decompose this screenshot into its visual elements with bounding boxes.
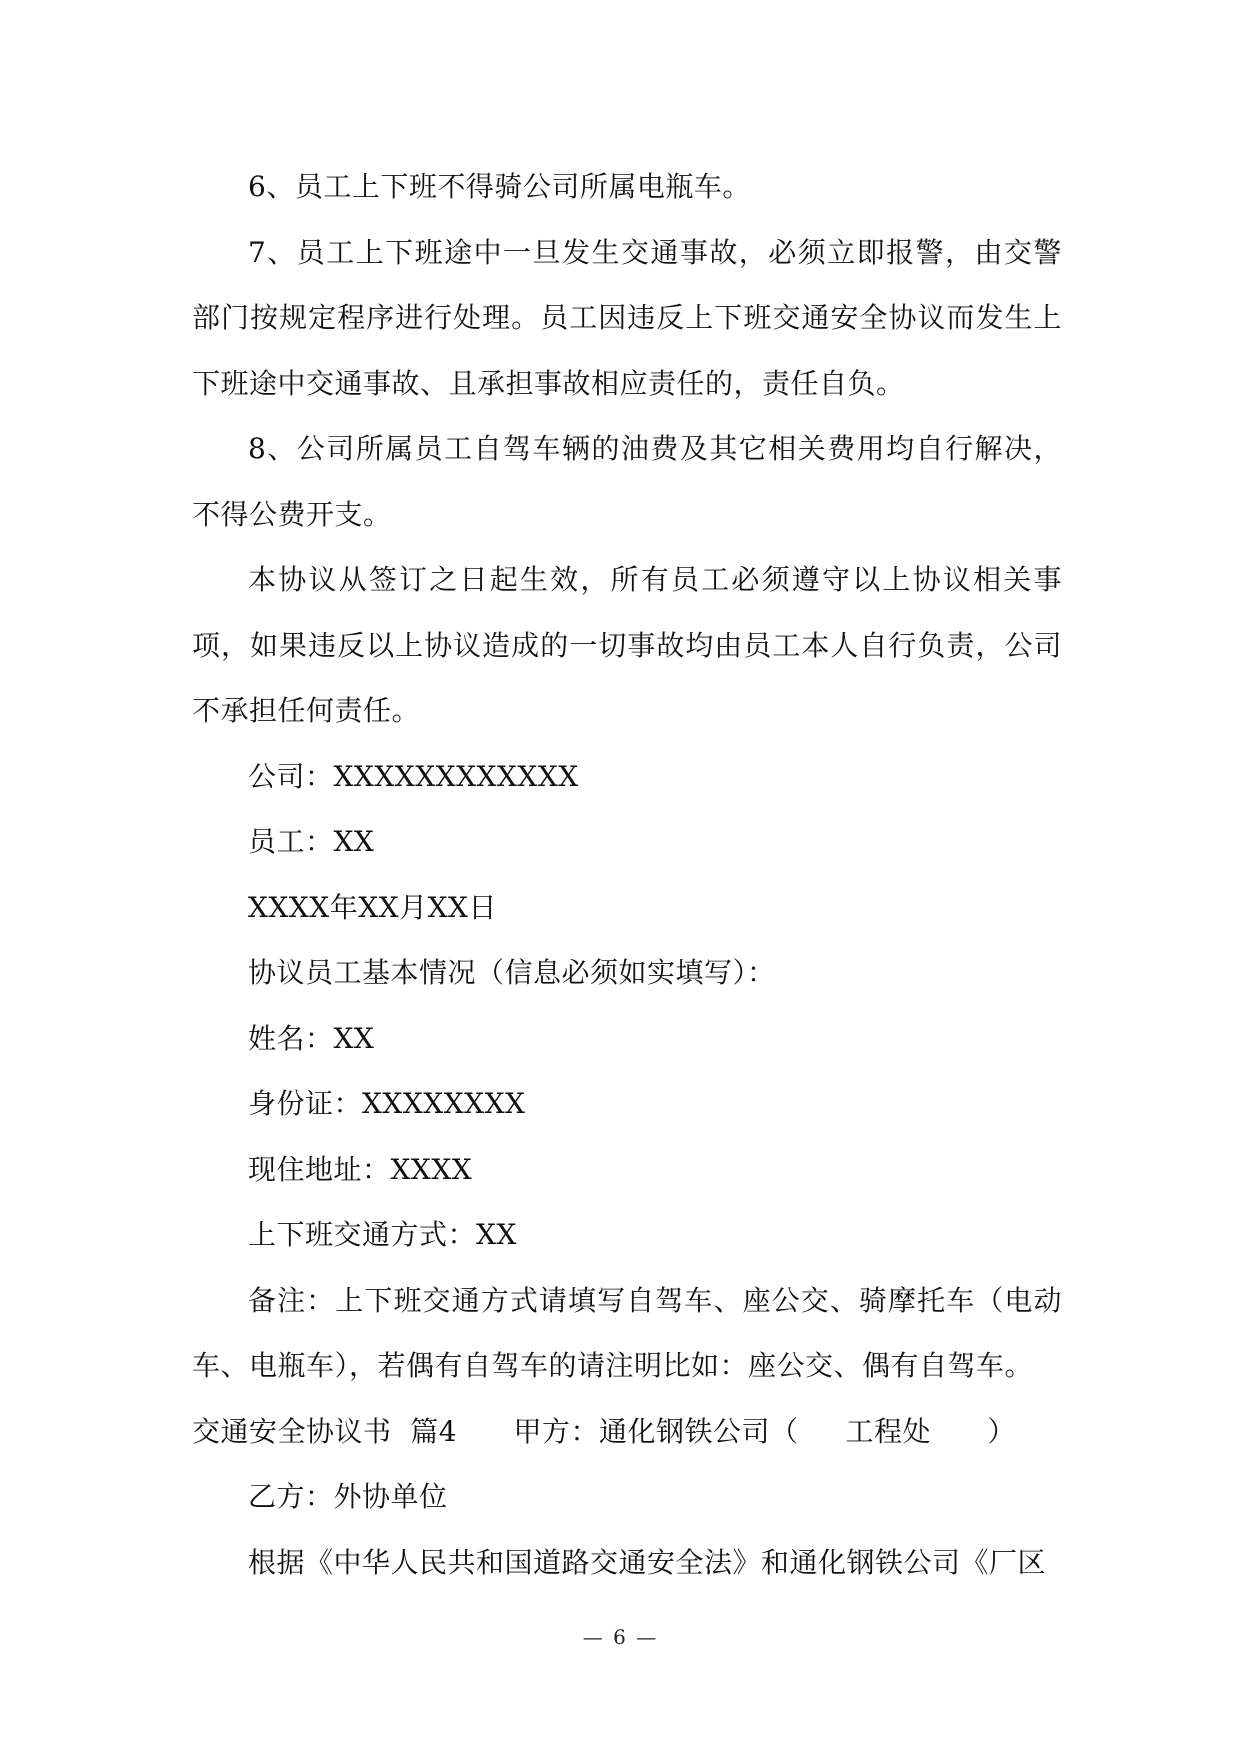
page-number: — 6 — bbox=[582, 1625, 659, 1649]
paragraph-effective-clause: 本协议从签订之日起生效，所有员工必须遵守以上协议相关事项，如果违反以上协议造成的一切事故均由员工本人自行负责，公司不承担任何责任。 bbox=[192, 563, 1062, 727]
name-line: 姓名：XX bbox=[248, 1021, 375, 1055]
date-line: XXXX年XX月XX日 bbox=[248, 890, 497, 924]
address-line: 现住地址：XXXX bbox=[248, 1152, 473, 1186]
employee-info-heading: 协议员工基本情况（信息必须如实填写）： bbox=[248, 956, 776, 989]
paragraph-item-8: 8、公司所属员工自驾车辆的油费及其它相关费用均自行解决，不得公费开支。 bbox=[192, 432, 1062, 531]
section-title: 交通安全协议书 篇4 bbox=[192, 1414, 458, 1448]
paragraph-item-7: 7、员工上下班途中一旦发生交通事故，必须立即报警，由交警部门按规定程序进行处理。员工因违反上下班交通安全协议而发生上下班途中交通事故、且承担事故相应责任的，责任自负。 bbox=[192, 235, 1062, 400]
company-line: 公司：XXXXXXXXXXXX bbox=[248, 759, 579, 793]
document-body bbox=[192, 154, 1062, 1595]
paragraph-item-6: 6、员工上下班不得骑公司所属电瓶车。 bbox=[248, 170, 751, 203]
remark-paragraph: 备注：上下班交通方式请填写自驾车、座公交、骑摩托车（电动车、电瓶车），若偶有自驾车的请注明比如：座公交、偶有自驾车。 bbox=[192, 1283, 1062, 1382]
commute-method-line: 上下班交通方式：XX bbox=[248, 1218, 517, 1251]
employee-line: 员工：XX bbox=[248, 825, 375, 858]
party-a-line: 甲方：通化钢铁公司（ 工程处 ） bbox=[513, 1414, 1016, 1448]
legal-basis-paragraph: 根据《中华人民共和国道路交通安全法》和通化钢铁公司《厂区 bbox=[248, 1545, 1047, 1579]
section-heading bbox=[192, 1399, 1062, 1465]
id-card-line: 身份证：XXXXXXXX bbox=[248, 1087, 526, 1120]
party-b-line: 乙方：外协单位 bbox=[248, 1480, 448, 1513]
